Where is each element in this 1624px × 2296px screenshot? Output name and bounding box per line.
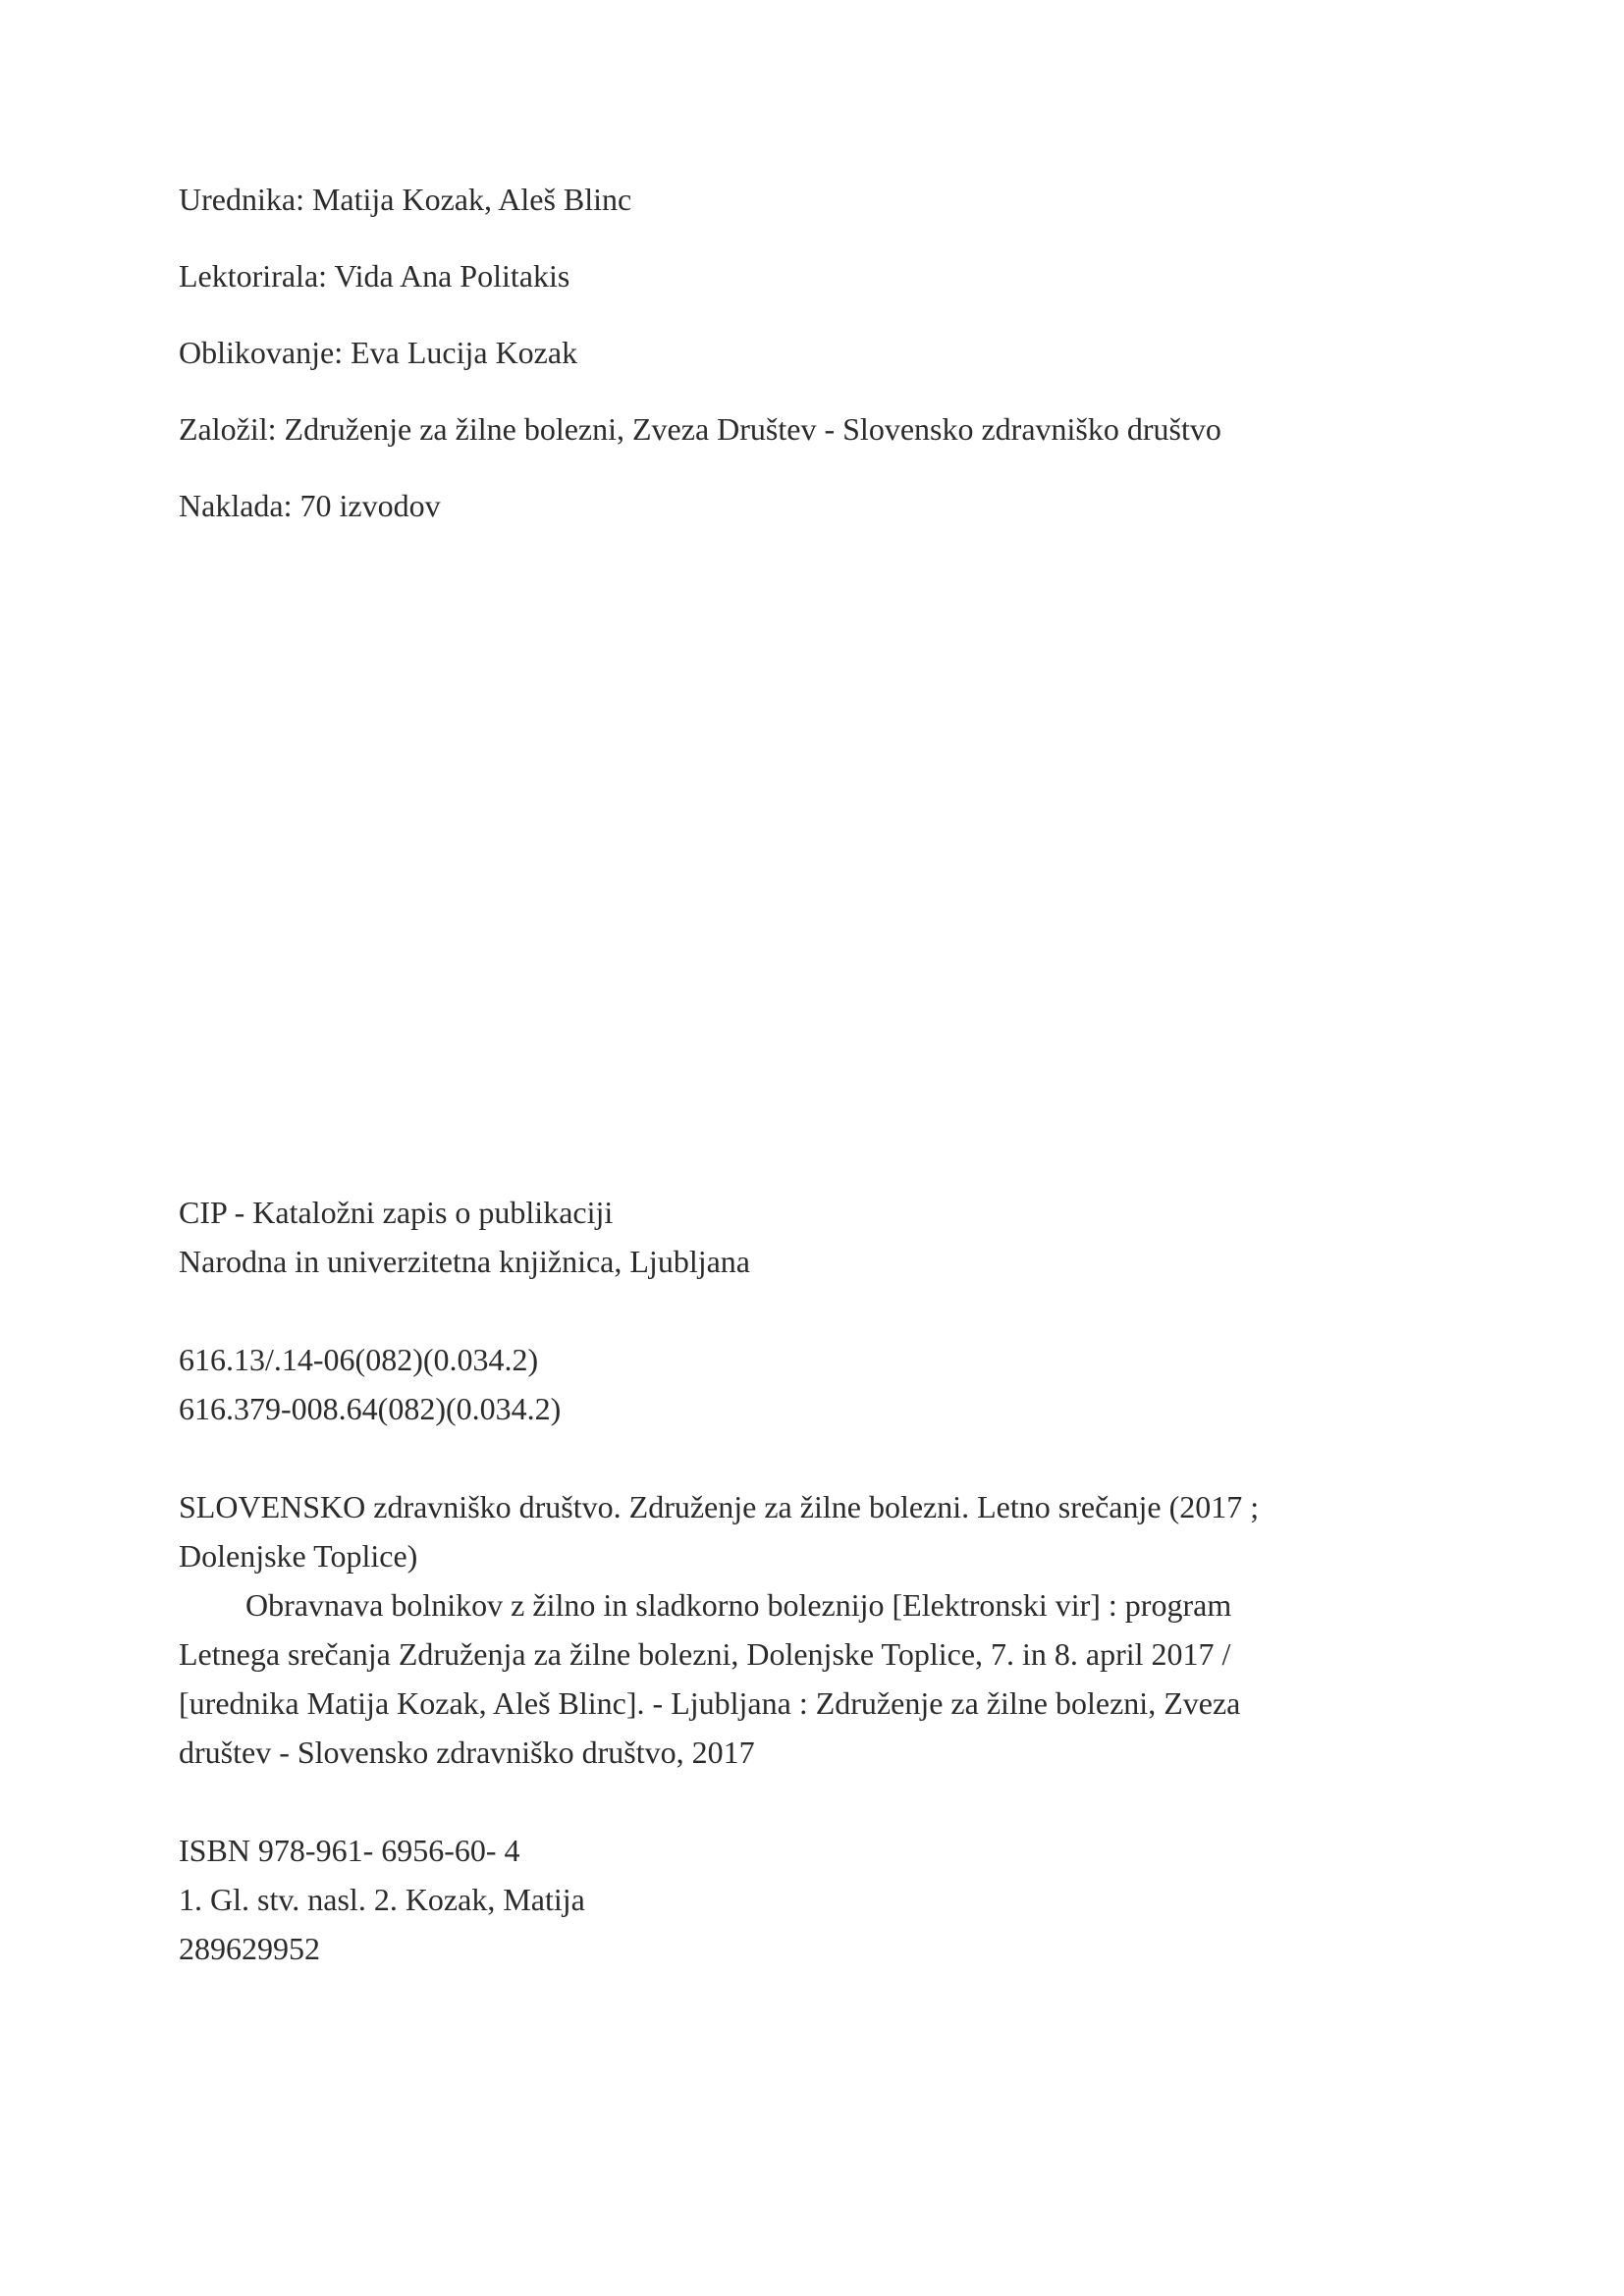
design-line: Oblikovanje: Eva Lucija Kozak — [179, 335, 578, 370]
credits-block — [179, 181, 1455, 563]
publisher-line: Založil: Združenje za žilne bolezni, Zveza Društev - Slovensko zdravniško društvo — [179, 411, 1221, 447]
print-run-line: Naklada: 70 izvodov — [179, 488, 441, 523]
cip-entry-line: [urednika Matija Kozak, Aleš Blinc]. - Ljubljana : Združenje za žilne bolezni, Zveza — [179, 1685, 1241, 1721]
proofreading-line: Lektorirala: Vida Ana Politakis — [179, 258, 570, 294]
cip-library: Narodna in univerzitetna knjižnica, Ljubljana — [179, 1244, 750, 1279]
cip-spacer — [179, 1777, 1455, 1826]
cip-udc-1: 616.13/.14-06(082)(0.034.2) — [179, 1342, 539, 1377]
cip-cobiss-id: 289629952 — [179, 1931, 320, 1966]
cip-spacer — [179, 1433, 1455, 1482]
cip-udc-2: 616.379-008.64(082)(0.034.2) — [179, 1391, 562, 1426]
cip-isbn: ISBN 978-961- 6956-60- 4 — [179, 1833, 520, 1868]
cip-subjects: 1. Gl. stv. nasl. 2. Kozak, Matija — [179, 1882, 585, 1917]
cip-heading: CIP - Kataložni zapis o publikaciji — [179, 1195, 614, 1230]
cip-entry-line: SLOVENSKO zdravniško društvo. Združenje za žilne bolezni. Letno srečanje (2017 ; — [179, 1489, 1260, 1524]
editors-line: Urednika: Matija Kozak, Aleš Blinc — [179, 182, 632, 217]
cip-record — [179, 1188, 1455, 1973]
cip-entry-line: Letnega srečanja Združenja za žilne bolezni, Dolenjske Toplice, 7. in 8. april 2017 / — [179, 1636, 1231, 1672]
cip-entry-line: Obravnava bolnikov z žilno in sladkorno boleznijo [Elektronski vir] : program — [245, 1587, 1232, 1623]
cip-spacer — [179, 1286, 1455, 1335]
cip-entry-line: Dolenjske Toplice) — [179, 1538, 418, 1574]
cip-entry-line: društev - Slovensko zdravniško društvo, 2017 — [179, 1735, 755, 1770]
